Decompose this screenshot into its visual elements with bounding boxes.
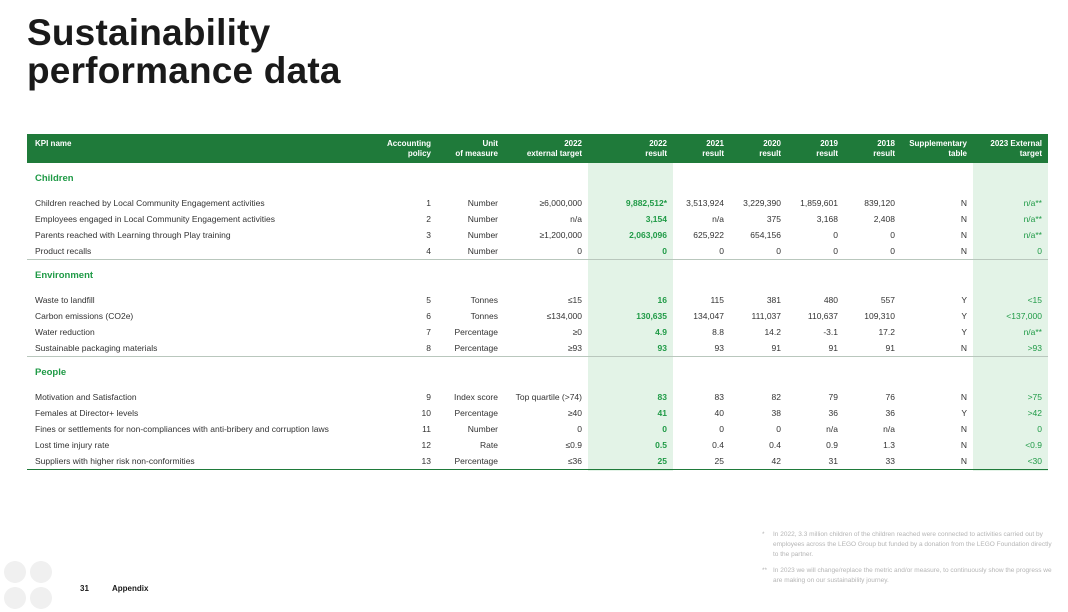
cell-result-2020: 42: [771, 456, 781, 466]
cell-result-2020: 38: [771, 408, 781, 418]
cell-result-2018: 109,310: [864, 311, 895, 321]
cell-target-2022: ≥40: [567, 408, 582, 418]
cell-kpi-name: Females at Director+ levels: [35, 408, 139, 418]
table-row: [27, 405, 1048, 421]
cell-supplementary-table: Y: [961, 408, 967, 418]
section-heading: People: [35, 367, 67, 378]
cell-accounting-policy: 13: [421, 456, 431, 466]
brand-logo-tiles: [0, 555, 56, 612]
cell-accounting-policy: 8: [426, 343, 431, 353]
header-2019-result: 2019 result: [816, 139, 838, 158]
page-title-line-2: performance data: [27, 50, 341, 91]
cell-target-2022: Top quartile (>74): [515, 392, 582, 402]
cell-result-2020: 82: [771, 392, 781, 402]
header-2018-result: 2018 result: [873, 139, 895, 158]
cell-target-2022: ≥6,000,000: [539, 198, 582, 208]
table-body: [27, 163, 1048, 470]
cell-target-2022: ≤15: [567, 295, 582, 305]
cell-target-2023: n/a**: [1023, 327, 1042, 337]
cell-unit: Percentage: [454, 408, 498, 418]
cell-target-2022: ≤36: [567, 456, 582, 466]
cell-supplementary-table: N: [960, 392, 967, 402]
cell-kpi-name: Children reached by Local Community Engagement activities: [35, 198, 265, 208]
cell-supplementary-table: N: [960, 198, 967, 208]
cell-kpi-name: Carbon emissions (CO2e): [35, 311, 134, 321]
cell-result-2020: 3,229,390: [743, 198, 781, 208]
cell-result-2019: 110,637: [807, 311, 838, 321]
cell-result-2020: 91: [771, 343, 781, 353]
cell-result-2021: 83: [714, 392, 724, 402]
cell-target-2022: n/a: [570, 214, 582, 224]
cell-result-2018: 36: [885, 408, 895, 418]
page-footer: [0, 555, 1068, 612]
cell-unit: Number: [467, 230, 498, 240]
cell-result-2020: 0.4: [769, 440, 781, 450]
cell-supplementary-table: N: [960, 343, 967, 353]
cell-result-2021: 25: [714, 456, 724, 466]
cell-target-2023: >93: [1027, 343, 1042, 353]
cell-target-2022: ≥93: [567, 343, 582, 353]
cell-unit: Rate: [480, 440, 498, 450]
cell-result-2019: -3.1: [823, 327, 838, 337]
cell-result-2018: 17.2: [878, 327, 895, 337]
cell-target-2022: ≥0: [572, 327, 582, 337]
cell-supplementary-table: N: [960, 246, 967, 256]
cell-target-2023: <15: [1027, 295, 1042, 305]
section-heading-row: [27, 357, 1048, 381]
table-row: [27, 227, 1048, 243]
header-kpi-name: KPI name: [35, 139, 72, 148]
cell-target-2022: 0: [577, 424, 582, 434]
cell-result-2020: 111,037: [751, 311, 781, 321]
cell-target-2023: 0: [1037, 246, 1042, 256]
table-row: [27, 453, 1048, 470]
table-row: [27, 389, 1048, 405]
cell-unit: Percentage: [454, 343, 498, 353]
cell-accounting-policy: 12: [421, 440, 431, 450]
cell-kpi-name: Product recalls: [35, 246, 92, 256]
spacer-row: [27, 284, 1048, 292]
cell-target-2023: <30: [1027, 456, 1042, 466]
cell-result-2021: 134,047: [693, 311, 724, 321]
section-heading-row: [27, 260, 1048, 284]
cell-supplementary-table: N: [960, 440, 967, 450]
cell-result-2018: 1.3: [883, 440, 895, 450]
cell-kpi-name: Water reduction: [35, 327, 95, 337]
cell-result-2019: 1,859,601: [800, 198, 838, 208]
cell-result-2019: 0: [833, 230, 838, 240]
cell-result-2022: 0: [662, 246, 667, 256]
table-row: [27, 211, 1048, 227]
cell-target-2022: ≤0.9: [565, 440, 582, 450]
table-row: [27, 243, 1048, 260]
cell-result-2019: 31: [828, 456, 838, 466]
cell-target-2022: ≥1,200,000: [539, 230, 582, 240]
cell-accounting-policy: 2: [426, 214, 431, 224]
cell-result-2019: 79: [828, 392, 838, 402]
cell-accounting-policy: 7: [426, 327, 431, 337]
page-title-line-1: Sustainability: [27, 12, 271, 53]
kpi-table-container: [27, 134, 1048, 470]
cell-result-2020: 654,156: [750, 230, 781, 240]
cell-accounting-policy: 5: [426, 295, 431, 305]
footnote-marker: **: [762, 567, 768, 574]
cell-result-2020: 14.2: [764, 327, 781, 337]
cell-supplementary-table: N: [960, 214, 967, 224]
page-title: [27, 14, 341, 90]
cell-result-2021: 8.8: [712, 327, 724, 337]
spacer-row: [27, 187, 1048, 195]
cell-kpi-name: Suppliers with higher risk non-conformities: [35, 456, 195, 466]
cell-result-2021: 93: [714, 343, 724, 353]
cell-accounting-policy: 3: [426, 230, 431, 240]
cell-result-2021: 3,513,924: [686, 198, 724, 208]
cell-accounting-policy: 1: [426, 198, 431, 208]
cell-result-2022: 130,635: [636, 311, 667, 321]
cell-result-2018: 839,120: [864, 198, 895, 208]
cell-target-2022: 0: [577, 246, 582, 256]
header-unit: Unit of measure: [455, 139, 498, 158]
cell-result-2021: 0.4: [712, 440, 724, 450]
header-2023-target: 2023 External target: [990, 139, 1042, 158]
cell-result-2019: 480: [823, 295, 838, 305]
cell-result-2022: 25: [657, 456, 667, 466]
table-header-row: [27, 134, 1048, 163]
cell-target-2023: <137,000: [1006, 311, 1042, 321]
cell-target-2023: n/a**: [1023, 230, 1042, 240]
header-2021-result: 2021 result: [702, 139, 724, 158]
cell-result-2022: 0.5: [655, 440, 667, 450]
section-heading: Environment: [35, 270, 94, 281]
cell-target-2023: >42: [1027, 408, 1042, 418]
section-heading-row: [27, 163, 1048, 187]
table-row: [27, 308, 1048, 324]
cell-result-2018: 2,408: [873, 214, 895, 224]
cell-supplementary-table: Y: [961, 295, 967, 305]
cell-target-2023: n/a**: [1023, 198, 1042, 208]
cell-kpi-name: Employees engaged in Local Community Engagement activities: [35, 214, 276, 224]
table-row: [27, 340, 1048, 357]
cell-result-2020: 381: [766, 295, 781, 305]
cell-result-2021: n/a: [712, 214, 724, 224]
cell-result-2021: 625,922: [693, 230, 724, 240]
section-heading: Children: [35, 173, 74, 184]
cell-result-2018: 0: [890, 246, 895, 256]
cell-result-2021: 0: [719, 246, 724, 256]
cell-result-2019: 91: [828, 343, 838, 353]
header-2020-result: 2020 result: [759, 139, 781, 158]
cell-result-2022: 3,154: [645, 214, 667, 224]
cell-result-2018: 91: [885, 343, 895, 353]
cell-kpi-name: Sustainable packaging materials: [35, 343, 158, 353]
cell-result-2019: 0: [833, 246, 838, 256]
cell-result-2018: 33: [885, 456, 895, 466]
cell-result-2021: 115: [710, 295, 724, 305]
table-row: [27, 195, 1048, 211]
cell-result-2019: 3,168: [816, 214, 838, 224]
cell-result-2019: n/a: [826, 424, 838, 434]
footnote-text: In 2022, 3.3 million children of the children reached were connected to activities carried out by employees across the LEGO Group but funded by a donation from the LEGO Foundation directly to the partner.: [773, 531, 1052, 558]
cell-unit: Number: [467, 424, 498, 434]
cell-result-2022: 4.9: [655, 327, 667, 337]
cell-result-2018: 0: [890, 230, 895, 240]
cell-unit: Tonnes: [470, 295, 498, 305]
cell-result-2018: 557: [880, 295, 895, 305]
cell-kpi-name: Lost time injury rate: [35, 440, 110, 450]
cell-result-2020: 0: [776, 424, 781, 434]
cell-result-2018: 76: [885, 392, 895, 402]
cell-supplementary-table: N: [960, 424, 967, 434]
cell-unit: Index score: [454, 392, 498, 402]
cell-result-2019: 36: [828, 408, 838, 418]
cell-unit: Number: [467, 246, 498, 256]
cell-result-2022: 41: [657, 408, 667, 418]
footnote-marker: *: [762, 531, 765, 538]
cell-target-2023: >75: [1027, 392, 1042, 402]
cell-accounting-policy: 11: [422, 424, 431, 434]
cell-target-2023: n/a**: [1023, 214, 1042, 224]
cell-result-2018: n/a: [883, 424, 895, 434]
cell-unit: Number: [467, 214, 498, 224]
cell-target-2023: <0.9: [1025, 440, 1042, 450]
cell-result-2020: 375: [766, 214, 781, 224]
footnote-text: In 2023 we will change/replace the metric and/or measure, to continuously show the progress we are making on our sustainability journey.: [773, 567, 1052, 584]
cell-target-2022: ≤134,000: [546, 311, 582, 321]
cell-unit: Percentage: [454, 456, 498, 466]
cell-kpi-name: Waste to landfill: [35, 295, 95, 305]
cell-result-2022: 83: [657, 392, 667, 402]
cell-result-2020: 0: [776, 246, 781, 256]
cell-accounting-policy: 6: [426, 311, 431, 321]
cell-result-2022: 9,882,512*: [625, 198, 667, 208]
cell-kpi-name: Parents reached with Learning through Play training: [35, 230, 231, 240]
cell-result-2021: 40: [714, 408, 724, 418]
table-row: [27, 292, 1048, 308]
cell-supplementary-table: Y: [961, 327, 967, 337]
header-accounting-policy: Accounting policy: [387, 139, 431, 158]
cell-accounting-policy: 10: [421, 408, 431, 418]
cell-result-2019: 0.9: [826, 440, 838, 450]
cell-supplementary-table: N: [960, 456, 967, 466]
cell-result-2022: 2,063,096: [629, 230, 667, 240]
cell-unit: Percentage: [454, 327, 498, 337]
page-number: 31: [80, 584, 89, 593]
cell-unit: Number: [467, 198, 498, 208]
cell-kpi-name: Motivation and Satisfaction: [35, 392, 137, 402]
table-end-rule: [27, 470, 1048, 471]
cell-accounting-policy: 4: [426, 246, 431, 256]
table-row: [27, 421, 1048, 437]
kpi-table: [27, 134, 1048, 470]
cell-result-2021: 0: [719, 424, 724, 434]
cell-supplementary-table: N: [960, 230, 967, 240]
section-name: Appendix: [112, 584, 149, 593]
table-row: [27, 437, 1048, 453]
header-supplementary: Supplementary table: [909, 139, 967, 158]
table-row: [27, 324, 1048, 340]
spacer-row: [27, 381, 1048, 389]
cell-result-2022: 0: [662, 424, 667, 434]
header-2022-target: 2022 external target: [526, 139, 582, 158]
header-2022-result: 2022 result: [645, 139, 667, 158]
cell-target-2023: 0: [1037, 424, 1042, 434]
cell-unit: Tonnes: [470, 311, 498, 321]
cell-accounting-policy: 9: [426, 392, 431, 402]
cell-result-2022: 93: [657, 343, 667, 353]
cell-result-2022: 16: [657, 295, 667, 305]
cell-kpi-name: Fines or settlements for non-compliances with anti-bribery and corruption laws: [35, 424, 329, 434]
cell-supplementary-table: Y: [961, 311, 967, 321]
